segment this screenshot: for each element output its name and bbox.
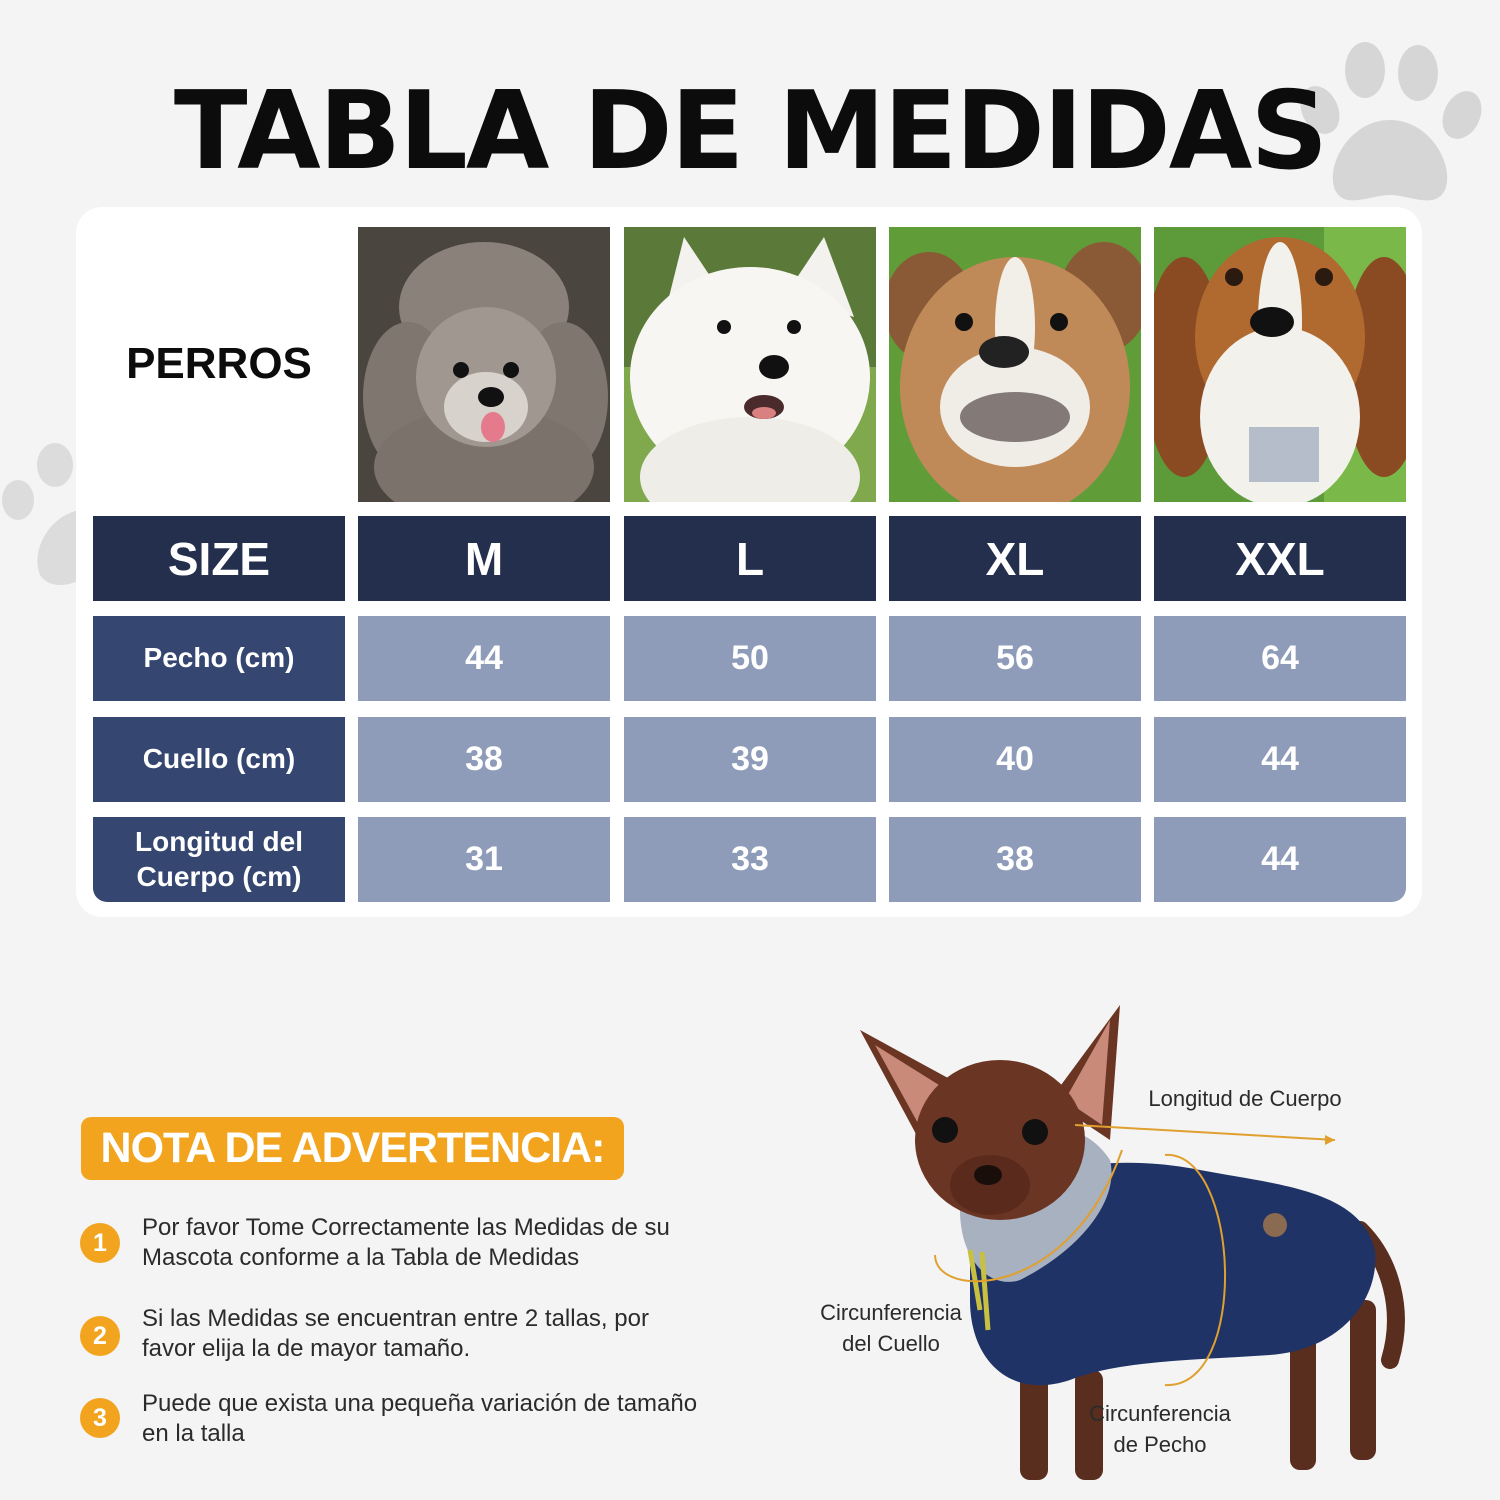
table-cell: 40 xyxy=(889,717,1141,802)
page-title: TABLA DE MEDIDAS xyxy=(173,69,1327,194)
table-cell: 44 xyxy=(358,616,610,701)
number-badge: 1 xyxy=(80,1223,120,1263)
warning-title: NOTA DE ADVERTENCIA: xyxy=(81,1117,624,1180)
size-column-header: XXL xyxy=(1154,516,1406,601)
table-cell: 31 xyxy=(358,817,610,902)
number-badge: 2 xyxy=(80,1316,120,1356)
chest-label: Circunferencia de Pecho xyxy=(1089,1401,1231,1457)
warning-item: Por favor Tome Correctamente las Medidas de su Mascota conforme a la Tabla de Medidas xyxy=(142,1214,670,1271)
bulldog-photo xyxy=(889,227,1141,502)
table-cell: 33 xyxy=(624,817,876,902)
poodle-photo xyxy=(358,227,610,502)
size-column-header: XL xyxy=(889,516,1141,601)
row-label-body-length: Longitud del Cuerpo (cm) xyxy=(93,817,345,902)
size-column-header: L xyxy=(624,516,876,601)
neck-label: Circunferencia del Cuello xyxy=(820,1300,962,1356)
warning-item: Si las Medidas se encuentran entre 2 tallas, por favor elija la de mayor tamaño. xyxy=(142,1305,649,1362)
warning-item: Puede que exista una pequeña variación de tamaño en la talla xyxy=(142,1390,698,1447)
size-header: SIZE xyxy=(93,516,345,601)
dogs-label: PERROS xyxy=(126,338,312,388)
row-label-neck: Cuello (cm) xyxy=(93,717,345,802)
table-cell: 64 xyxy=(1154,616,1406,701)
table-cell: 39 xyxy=(624,717,876,802)
row-label-chest: Pecho (cm) xyxy=(93,616,345,701)
size-column-header: M xyxy=(358,516,610,601)
westie-photo xyxy=(624,227,876,502)
table-cell: 38 xyxy=(889,817,1141,902)
table-cell: 38 xyxy=(358,717,610,802)
paw-print-icon xyxy=(0,440,80,590)
table-cell: 44 xyxy=(1154,817,1406,902)
table-cell: 44 xyxy=(1154,717,1406,802)
body-length-label: Longitud de Cuerpo xyxy=(1148,1086,1342,1111)
table-cell: 50 xyxy=(624,616,876,701)
beagle-photo xyxy=(1154,227,1406,502)
table-cell: 56 xyxy=(889,616,1141,701)
number-badge: 3 xyxy=(80,1398,120,1438)
